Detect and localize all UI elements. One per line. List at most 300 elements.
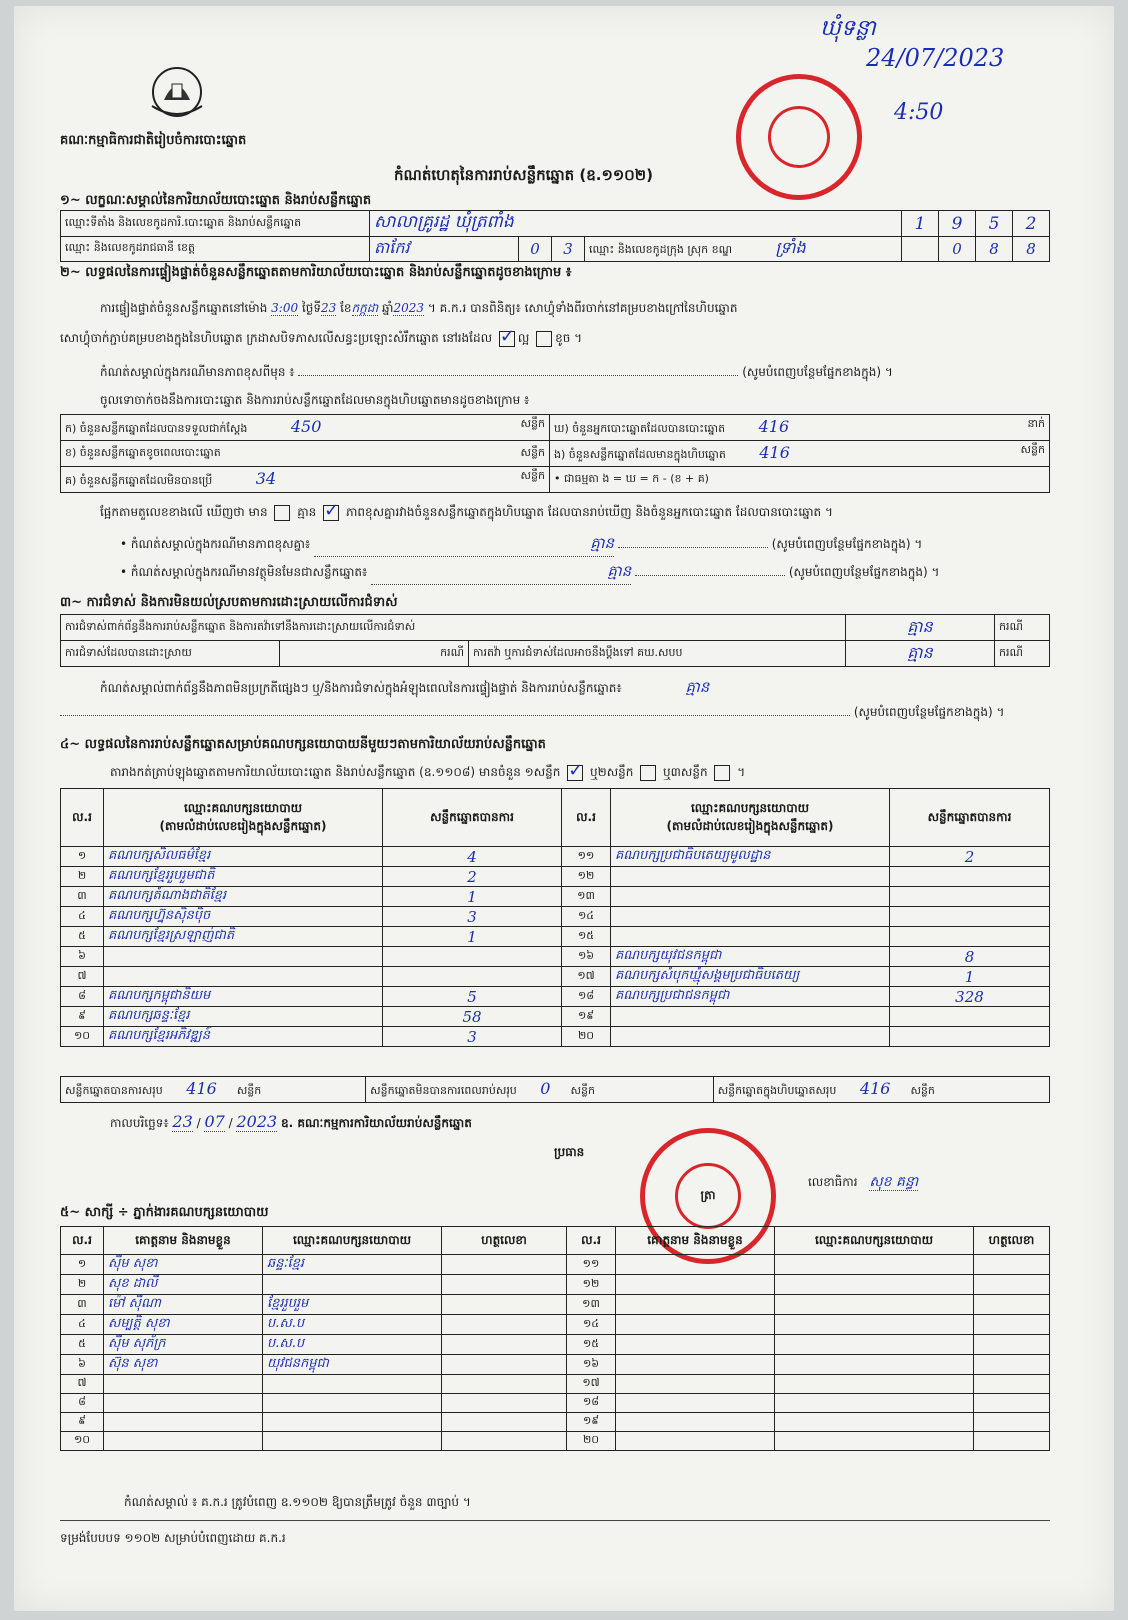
irregular-blank [60,715,850,716]
row-no: ១៣ [562,887,611,907]
signature-cell [974,1355,1050,1375]
verify-line [100,300,1060,318]
district-digit: 8 [976,237,1013,262]
location-label: ឈ្មោះទីតាំង និងលេខកូដការិ.បោះឆ្នោត និងរាប់សន្លឹកឆ្នោត [61,211,370,237]
witness-body [61,1255,1050,1451]
diff-blank [298,375,738,376]
vote-count [890,887,1050,907]
province-label: ឈ្មោះ និងលេខកូដរាជធានី ខេត្ត [61,237,370,262]
row-no: ១៦ [567,1355,616,1375]
location-digit: 2 [1013,211,1050,237]
col-votes: សន្លឹកឆ្នោតបានការ [890,789,1050,847]
party-name [611,927,890,947]
handwritten-date: 24/07/2023 [866,44,1005,72]
month-label: ខែ [340,301,352,315]
col-no: ល.រ [61,1227,104,1255]
table-row [61,1027,1050,1047]
party-name: គណបក្សខ្មែរស្រឡាញ់ជាតិ [104,927,383,947]
seal-text: សោហ្វុំចាក់ភ្ជាប់គម្របខាងក្នុងនៃហិបឆ្នោត ក្រដាសបិទភាសលើសន្ធះប្រឡោះសំរឹកឆ្នោត នៅរងដែល [60,331,493,345]
row-no: ៥ [61,1335,104,1355]
complaints-table [60,614,1050,667]
results-body [61,847,1050,1047]
table-row [61,1007,1050,1027]
chair-label: ប្រធាន [554,1145,585,1159]
row-no: ៩ [61,1007,104,1027]
unit: សន្លឹក [570,1084,595,1097]
table-row [61,907,1050,927]
row-no: ១៩ [562,1007,611,1027]
signature-cell [442,1432,567,1451]
irregular-line2 [60,704,1050,722]
signature-cell [442,1375,567,1394]
count-a [61,415,550,441]
complaint-row1: ការជំទាស់ពាក់ព័ន្ធនឹងការរាប់សន្លឹកឆ្នោត និងការតវ៉ាទៅនឹងការដោះស្រាយលើការជំទាស់ [61,615,846,641]
stamp-word: ត្រា [700,1188,716,1202]
row-no: ១២ [567,1275,616,1295]
note1-value: គ្មាន [590,534,615,552]
row-no: ១ [61,847,104,867]
signature-cell [442,1275,567,1295]
unit-person: នាក់ [1027,417,1045,430]
table-row [61,947,1050,967]
row-no: ៤ [61,907,104,927]
witness-name: ស៊ុន សុខា [104,1355,263,1375]
vote-count: 5 [383,987,562,1007]
table-row [61,1255,1050,1275]
location-digit: 5 [976,211,1013,237]
witness-party [775,1375,974,1394]
witness-party: យុវជនកម្ពុជា [263,1355,442,1375]
table-row [61,1394,1050,1413]
party-name [611,887,890,907]
verify-time: 3:00 [271,301,299,315]
formula: • ជាធម្មតា ង = ឃ = ក - (ខ + គ) [550,467,1050,493]
row-no: ៥ [61,927,104,947]
witness-party: ប.ស.ប [263,1335,442,1355]
witness-name [616,1375,775,1394]
row-no: ៩ [61,1413,104,1432]
witness-party [775,1255,974,1275]
witness-party [263,1375,442,1394]
footer-text: ទម្រង់បែបបទ ១១០២ សម្រាប់បំពេញដោយ គ.ក.រ [60,1531,286,1545]
table-row [61,1275,1050,1295]
note2-value: គ្មាន [607,562,632,580]
party-name: គណបក្សយុវជនកម្ពុជា [611,947,890,967]
signature-cell [974,1295,1050,1315]
signature-cell [442,1413,567,1432]
note2-blank [371,562,631,585]
ok-label: ល្អ [517,331,530,345]
witness-name [104,1432,263,1451]
row-no: ១៨ [567,1394,616,1413]
party-name: គណបក្សសិលធម៌ខ្មែរ [104,847,383,867]
signature-cell [442,1295,567,1315]
unit: សន្លឹក [520,469,545,482]
total-box [713,1077,1049,1103]
witness-party [775,1355,974,1375]
note2-end: (សូមបំពេញបន្ថែមផ្នែកខាងក្នុង) ។ [788,565,940,579]
row-no: ១៦ [562,947,611,967]
opt2-label: ឬ២សន្លឹក [590,765,634,779]
row-no: ២០ [567,1432,616,1451]
count-e-label: ង) ចំនួនសន្លឹកឆ្នោតដែលមានក្នុងហិបឆ្នោត [554,448,726,461]
party-name [104,967,383,987]
date-month: 07 [204,1112,225,1131]
vote-count: 1 [383,887,562,907]
bad-label: ខូច [555,331,571,345]
col-party-sub: (តាមលំដាប់លេខរៀងក្នុងសន្លឹកឆ្នោត) [159,818,327,833]
section2-heading: ២~ លទ្ធផលនៃការផ្ទៀងផ្ទាត់ចំនួនសន្លឹកឆ្នោតតាមការិយាល័យបោះឆ្នោត និងរាប់សន្លឹកឆ្នោតដូចខាងក្រោម ៖ [60,265,572,280]
total-invalid [366,1077,714,1103]
row-no: ៤ [61,1315,104,1335]
row-no: ៦ [61,947,104,967]
checkmark-icon[interactable] [323,505,339,521]
row-no: ១០ [61,1027,104,1047]
unit: សន្លឹក [910,1084,935,1097]
verify-month: កក្កដា [351,301,379,315]
note2-line [120,562,1060,585]
stamp-top [726,64,872,210]
has-diff-checkbox[interactable] [274,505,290,521]
district-value: ទ្រាំង [775,238,806,257]
date-label: កាលបរិច្ឆេទ៖ [110,1116,169,1130]
signature-cell [442,1355,567,1375]
col-no: ល.រ [567,1227,616,1255]
complaint-resolved: ការជំទាស់ដែលបានដោះស្រាយ [61,641,280,667]
vote-count [383,947,562,967]
unit: សន្លឹក [520,417,545,430]
witness-name [616,1413,775,1432]
count-d [550,415,1050,441]
count-c-value: 34 [255,469,277,488]
witness-name [104,1394,263,1413]
total-invalid-label: សន្លឹកឆ្នោតមិនបានការពេលរាប់សរុប [370,1084,517,1097]
table-row [61,1335,1050,1355]
witness-party: ខ្មែររួបរួម [263,1295,442,1315]
diff-label: កំណត់សម្គាល់ក្នុងករណីមានភាពខុសពីមុន ៖ [100,365,295,379]
party-name: គណបក្សសំបុកឃ្មុំសង្គមប្រជាធិបតេយ្យ [611,967,890,987]
count-d-label: ឃ) ចំនួនអ្នកបោះឆ្នោតដែលបានបោះឆ្នោត [554,422,726,435]
complaint-row1-value: គ្មាន [846,615,995,641]
row-no: ១១ [562,847,611,867]
signature-cell [974,1275,1050,1295]
opt3-checkbox[interactable] [714,765,730,781]
witness-party [775,1335,974,1355]
witness-party [775,1295,974,1315]
count-d-value: 416 [758,417,790,436]
witness-name [616,1315,775,1335]
witness-party [775,1275,974,1295]
case-label: ករណី [995,641,1050,667]
party-name: គណបក្សកម្ពុជានិយម [104,987,383,1007]
row-no: ១០ [61,1432,104,1451]
party-name: គណបក្សតំណាងជាតិខ្មែរ [104,887,383,907]
total-valid [61,1077,366,1103]
total-valid-value: 416 [186,1079,217,1098]
footer-divider [60,1520,1050,1521]
row-no: ២ [61,867,104,887]
district-digit: 0 [939,237,976,262]
count-a-value: 450 [290,417,322,436]
witness-party [775,1432,974,1451]
verify-text: ការផ្ទៀងផ្ទាត់ចំនួនសន្លឹកឆ្នោតនៅម៉ោង [100,301,268,315]
table-row [61,927,1050,947]
table-row [61,987,1050,1007]
unit: សន្លឹក [1020,443,1045,456]
district-digit: 8 [1013,237,1050,262]
col-party: ឈ្មោះគណបក្សនយោបាយ [775,1227,974,1255]
table-row [61,867,1050,887]
party-name: គណបក្សប្រជាធិបតេយ្យមូលដ្ឋាន [611,847,890,867]
col-name: គោត្តនាម និងនាមខ្លួន [104,1227,263,1255]
count-c-label: គ) ចំនួនសន្លឹកឆ្នោតដែលមិនបានប្រើ [65,474,213,487]
date-day: 23 [172,1112,193,1131]
count-c [61,467,550,493]
table-row [61,1355,1050,1375]
row-no: ២០ [562,1027,611,1047]
checkmark-icon[interactable] [499,331,515,347]
note1-line [120,534,1060,557]
handwritten-time: 4:50 [894,100,944,125]
count-e-value: 416 [759,443,790,462]
secretary-label: លេខាធិការ [808,1175,858,1189]
counts-intro: ចូលទោចាក់ចងនឹងការបោះឆ្នោត និងការរាប់សន្លឹកឆ្នោតដែលមានក្នុងហិបឆ្នោតមានដូចខាងក្រោម ៖ [100,393,530,407]
irregular-line [100,678,1060,700]
row-no: ៧ [61,1375,104,1394]
vote-count [890,907,1050,927]
row-no: ១ [61,1255,104,1275]
vote-count: 2 [890,847,1050,867]
checkmark-icon[interactable] [567,765,583,781]
irregular-end: (សូមបំពេញបន្ថែមផ្នែកខាងក្នុង) ។ [853,705,1005,719]
vote-count [890,867,1050,887]
note2-label: • កំណត់សម្គាល់ក្នុងករណីមានវត្ថុមិនមែនជាសន្លឹកឆ្នោត៖ [120,565,368,579]
row-no: ៦ [61,1355,104,1375]
opt2-checkbox[interactable] [640,765,656,781]
party-name [104,947,383,967]
total-box-label: សន្លឹកឆ្នោតក្នុងហិបឆ្នោតសរុប [717,1084,837,1097]
diff-line [100,364,1050,382]
opt3-label: ឬ៣សន្លឹក [663,765,708,779]
party-name: គណបក្សខ្មែរអភិវឌ្ឍន៍ [104,1027,383,1047]
location-digit: 1 [902,211,939,237]
note1-label: • កំណត់សម្គាល់ក្នុងករណីមានភាពខុសគ្នា៖ [120,537,311,551]
table-row [61,1432,1050,1451]
witness-name [616,1394,775,1413]
table-row [61,1295,1050,1315]
note1-blank2 [618,547,768,548]
section3-heading: ៣~ ការជំទាស់ និងការមិនយល់ស្របតាមការដោះស្រាយលើការជំទាស់ [60,595,398,610]
irregular-value: គ្មាន [685,678,710,696]
vote-count: 3 [383,1027,562,1047]
form-title: កំណត់ហេតុនៃការរាប់សន្លឹកឆ្នោត (ឧ.១១០២) [394,166,654,184]
row-no: ៨ [61,987,104,1007]
row-no: ១១ [567,1255,616,1275]
vote-count [890,927,1050,947]
witness-name: ម៉ៅ ស៊ីណា [104,1295,263,1315]
section5-heading: ៥~ សាក្សី ÷ ភ្នាក់ងារគណបក្សនយោបាយ [60,1205,269,1220]
seal-line: សោហ្វុំចាក់ភ្ជាប់គម្របខាងក្នុងនៃហិបឆ្នោត ក្រដាសបិទភាសលើសន្ធះប្រឡោះសំរឹកឆ្នោត នៅរងដែល ✓ ល្អ ខូច ។ [60,330,582,348]
col-party [611,789,890,847]
signature-cell [974,1413,1050,1432]
signature-cell [974,1255,1050,1275]
witness-name [616,1355,775,1375]
note2-blank2 [635,575,785,576]
row-no: ១៥ [562,927,611,947]
table-row [61,1413,1050,1432]
vote-count: 3 [383,907,562,927]
verify-text-b: ។ គ.ក.រ បានពិនិត្យ៖ សោហ្វុំទាំងពីរចាក់នៅគម្របខាងក្រៅនៃហិបឆ្នោត [427,301,738,315]
unit: សន្លឹក [520,445,545,459]
verify-day: 23 [321,301,337,315]
province-digit: 0 [519,237,552,262]
row-no: ១៧ [562,967,611,987]
party-name: គណបក្សប្រជាជនកម្ពុជា [611,987,890,1007]
witness-name [616,1295,775,1315]
row-no: ១៥ [567,1335,616,1355]
vote-count: 1 [890,967,1050,987]
vote-count [383,967,562,987]
party-name: គណបក្សហ្វ៊ុនស៊ិនប៉ិច [104,907,383,927]
witness-party [263,1275,442,1295]
totals-table [60,1076,1050,1103]
vote-count: 328 [890,987,1050,1007]
vote-count: 1 [383,927,562,947]
row-no: ១៨ [562,987,611,1007]
col-no: ល.រ [562,789,611,847]
witness-name: សម្បត្តិ សុខា [104,1315,263,1335]
secretary-line [808,1172,918,1193]
row-no: ១៤ [567,1315,616,1335]
signature-cell [974,1315,1050,1335]
witness-table [60,1226,1050,1451]
case-label: ករណី [995,615,1050,641]
signature-cell [442,1255,567,1275]
complaint-appeal-value: គ្មាន [846,641,995,667]
spacer [902,237,939,262]
signature-cell [974,1375,1050,1394]
bad-checkbox[interactable] [536,331,552,347]
witness-party [263,1432,442,1451]
party-name: គណបក្សឆន្ទៈខ្មែរ [104,1007,383,1027]
row-no: ១៣ [567,1295,616,1315]
signature-cell [442,1315,567,1335]
witness-name: ស៊ីម សុភ័ក្រ [104,1335,263,1355]
witness-party: ឆន្ទៈខ្មែរ [263,1255,442,1275]
party-name: គណបក្សខ្មែររួបរួមជាតិ [104,867,383,887]
row-no: ១២ [562,867,611,887]
diff-end: (សូមបំពេញបន្ថែមផ្នែកខាងក្នុង) ។ [742,365,893,379]
handwritten-location: ឃុំទន្លា [820,16,876,41]
vote-count: 2 [383,867,562,887]
year-label: ឆ្នាំ [382,301,394,315]
signature-cell [974,1432,1050,1451]
signature-cell [442,1335,567,1355]
col-name: គោត្តនាម និងនាមខ្លួន [616,1227,775,1255]
table-row [61,887,1050,907]
committee-label: ឧ. គណៈកម្មការការិយាល័យរាប់សន្លឹកឆ្នោត [281,1116,472,1130]
row-no: ១៤ [562,907,611,927]
table-row [61,1315,1050,1335]
secretary-name: សុខ គន្ធា [869,1174,919,1190]
witness-name [616,1275,775,1295]
witness-party [775,1413,974,1432]
form-sheet [14,6,1114,1611]
total-box-value: 416 [859,1079,891,1098]
witness-party: ប.ស.ប [263,1315,442,1335]
witness-party [775,1394,974,1413]
witness-name [616,1432,775,1451]
emblem-icon [144,62,210,126]
date-year: 2023 [236,1112,278,1131]
row-no: ១៩ [567,1413,616,1432]
footnote: កំណត់សម្គាល់ ៖ គ.ក.រ ត្រូវបំពេញ ឧ.១១០២ ឱ្យបានត្រឹមត្រូវ ចំនួន ៣ច្បាប់ ។ [124,1495,471,1509]
count-b [61,441,550,467]
total-invalid-value: 0 [540,1079,551,1098]
results-table [60,788,1050,1047]
location-digit: 9 [939,211,976,237]
table-row [61,1375,1050,1394]
org-name: គណៈកម្មាធិការជាតិរៀបចំការបោះឆ្នោត [60,133,247,148]
none-label: គ្មាន [297,505,317,519]
verify-year: 2023 [393,301,425,315]
col-votes: សន្លឹកឆ្នោតបានការ [383,789,562,847]
row-no: ៧ [61,967,104,987]
col-party-title: ឈ្មោះគណបក្សនយោបាយ [690,800,810,815]
province-digit: 3 [552,237,585,262]
row-no: ១៧ [567,1375,616,1394]
vote-count [890,1007,1050,1027]
signature-cell [974,1335,1050,1355]
irregular-label: កំណត់សម្គាល់ពាក់ព័ន្ធនឹងភាពមិនប្រក្រតីផ្សេងៗ ឬ/និងការជំទាស់ក្នុងអំឡុងពេលនៃការផ្ទៀងផ្ទាត់ និងការរាប់សន្លឹកឆ្នោត៖ [100,681,622,695]
compare-rest: ភាពខុសគ្នារវាងចំនួនសន្លឹកឆ្នោតក្នុងហិបឆ្នោត ដែលបានរាប់ឃើញ និងចំនួនអ្នកបោះឆ្នោត ដែលបានបោះឆ្នោត ។ [345,505,833,519]
row-no: ៣ [61,1295,104,1315]
col-sign: ហត្ថលេខា [974,1227,1050,1255]
col-party-sub: (តាមលំដាប់លេខរៀងក្នុងសន្លឹកឆ្នោត) [666,818,834,833]
district-cell [585,237,902,262]
witness-name [616,1335,775,1355]
signature-cell [442,1394,567,1413]
day-label: ថ្ងៃទី [301,301,321,315]
count-e [550,441,1050,467]
row-no: ៨ [61,1394,104,1413]
witness-name: ស៊ឹម សុខា [104,1255,263,1275]
party-name [611,907,890,927]
case-label: ករណី [280,641,469,667]
col-sign: ហត្ថលេខា [442,1227,567,1255]
complaint-appeal: ការតវ៉ា ឬការជំទាស់ដែលអាចនឹងប្តឹងទៅ គឃ.សបប [469,641,846,667]
note1-blank [314,534,614,557]
vote-count: 58 [383,1007,562,1027]
unit: សន្លឹក [236,1084,262,1097]
party-name [611,867,890,887]
count-b-label: ខ) ចំនួនសន្លឹកឆ្នោតខូចពេលបោះឆ្នោត [65,445,221,459]
witness-name [104,1375,263,1394]
witness-name: សុខ ដាលី [104,1275,263,1295]
date-line: កាលបរិច្ឆេទ៖ 23 / 07 / 2023 ឧ. គណៈកម្មការការិយាល័យរាប់សន្លឹកឆ្នោត [110,1112,472,1131]
count-a-label: ក) ចំនួនសន្លឹកឆ្នោតដែលបានទទួលជាក់ស្តែង [65,422,248,435]
witness-name [616,1255,775,1275]
table-row [61,967,1050,987]
col-party [104,789,383,847]
row-no: ២ [61,1275,104,1295]
tally-sheets-line: តារាងកត់ត្រាប់ឡុងឆ្នោតតាមការិយាល័យបោះឆ្នោត និងរាប់សន្លឹកឆ្នោត (ឧ.១១០៨) មានចំនួន ១សន្លឹក ✓ ឬ២សន្លឹក ឬ៣សន្លឹក ។ [110,764,745,782]
compare-line [100,504,1060,522]
table-row [61,847,1050,867]
party-name [611,1027,890,1047]
col-party: ឈ្មោះគណបក្សនយោបាយ [263,1227,442,1255]
witness-party [263,1394,442,1413]
